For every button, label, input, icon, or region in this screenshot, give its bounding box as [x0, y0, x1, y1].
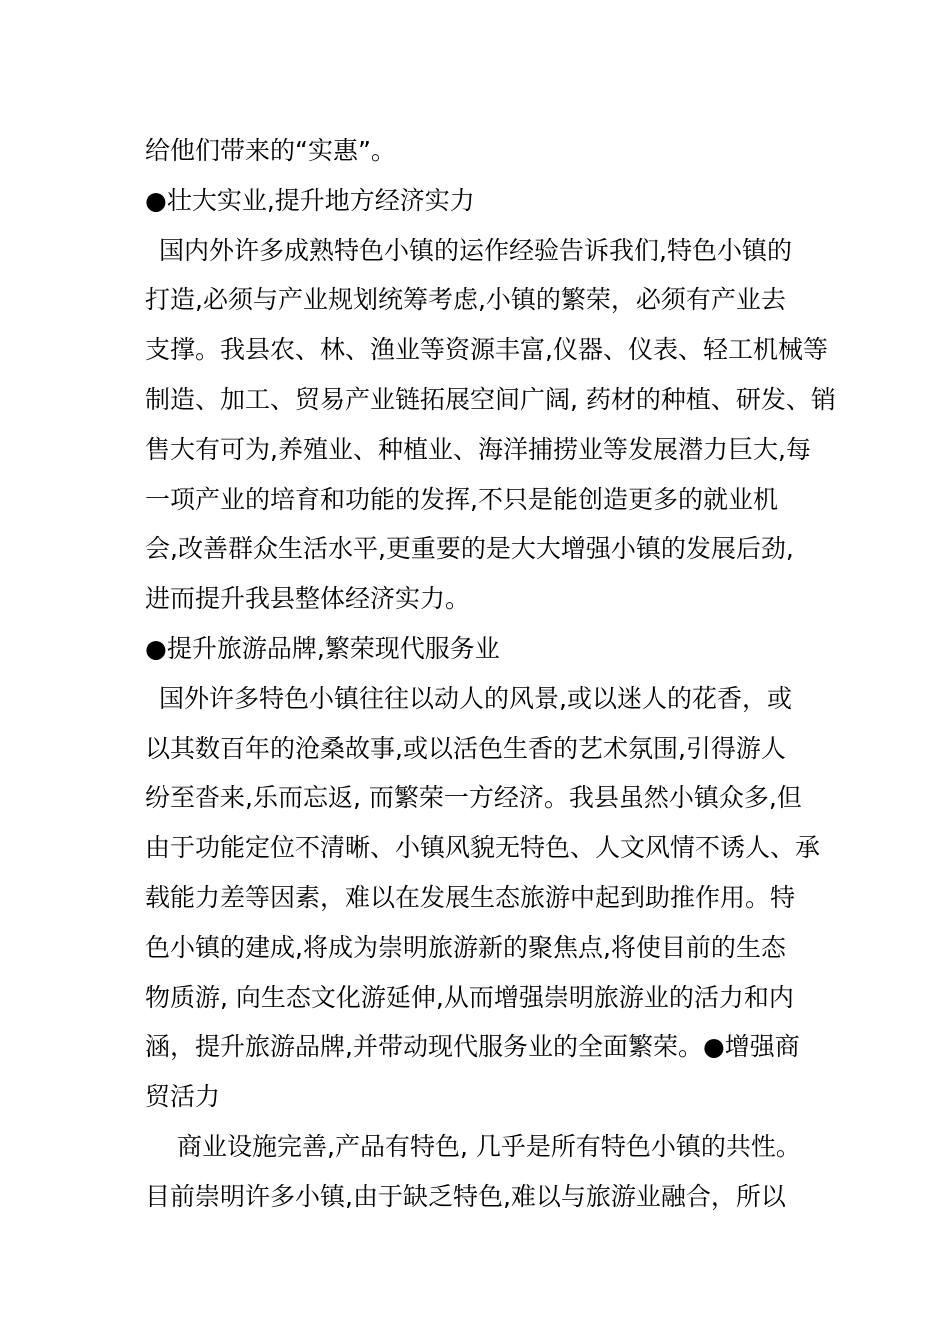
text-line: 贸活力: [145, 1082, 221, 1112]
document-body: [145, 126, 836, 1222]
text-line: 打造,必须与产业规划统筹考虑,小镇的繁荣，必须有产业去: [145, 285, 786, 315]
text-line: 会,改善群众生活水平,更重要的是大大增强小镇的发展后劲,: [145, 534, 794, 564]
text-line: 目前崇明许多小镇,由于缺乏特色,难以与旅游业融合，所以: [145, 1181, 786, 1211]
text-line: 涵，提升旅游品牌,并带动现代服务业的全面繁荣。●增强商: [145, 1032, 800, 1062]
text-line: 物质游, 向生态文化游延伸,从而增强崇明旅游业的活力和内: [145, 982, 794, 1012]
text-line: 纷至沓来,乐而忘返, 而繁荣一方经济。我县虽然小镇众多,但: [145, 783, 802, 813]
text-line: 售大有可为,养殖业、种植业、海洋捕捞业等发展潜力巨大,每: [145, 434, 811, 464]
text-line: 国内外许多成熟特色小镇的运作经验告诉我们,特色小镇的: [159, 235, 792, 265]
section-heading: ●壮大实业,提升地方经济实力: [145, 185, 475, 215]
text-line: 色小镇的建成,将成为崇明旅游新的聚焦点,将使目前的生态: [145, 932, 786, 962]
section-heading: ●提升旅游品牌,繁荣现代服务业: [145, 633, 500, 663]
text-line: 载能力差等因素，难以在发展生态旅游中起到助推作用。特: [145, 882, 796, 912]
text-line: 由于功能定位不清晰、小镇风貌无特色、人文风情不诱人、承: [145, 833, 821, 863]
text-line: 支撑。我县农、林、渔业等资源丰富,仪器、仪表、轻工机械等: [145, 335, 828, 365]
text-line: 进而提升我县整体经济实力。: [145, 584, 471, 614]
text-line: 给他们带来的“实惠”。: [145, 136, 396, 165]
text-line: 以其数百年的沧桑故事,或以活色生香的艺术氛围,引得游人: [145, 733, 786, 763]
text-line: 制造、加工、贸易产业链拓展空间广阔, 药材的种植、研发、销: [145, 384, 836, 414]
text-line: 国外许多特色小镇往往以动人的风景,或以迷人的花香，或: [159, 683, 792, 713]
text-line: 商业设施完善,产品有特色, 几乎是所有特色小镇的共性。: [177, 1131, 801, 1161]
text-line: 一项产业的培育和功能的发挥,不只是能创造更多的就业机: [145, 484, 778, 514]
